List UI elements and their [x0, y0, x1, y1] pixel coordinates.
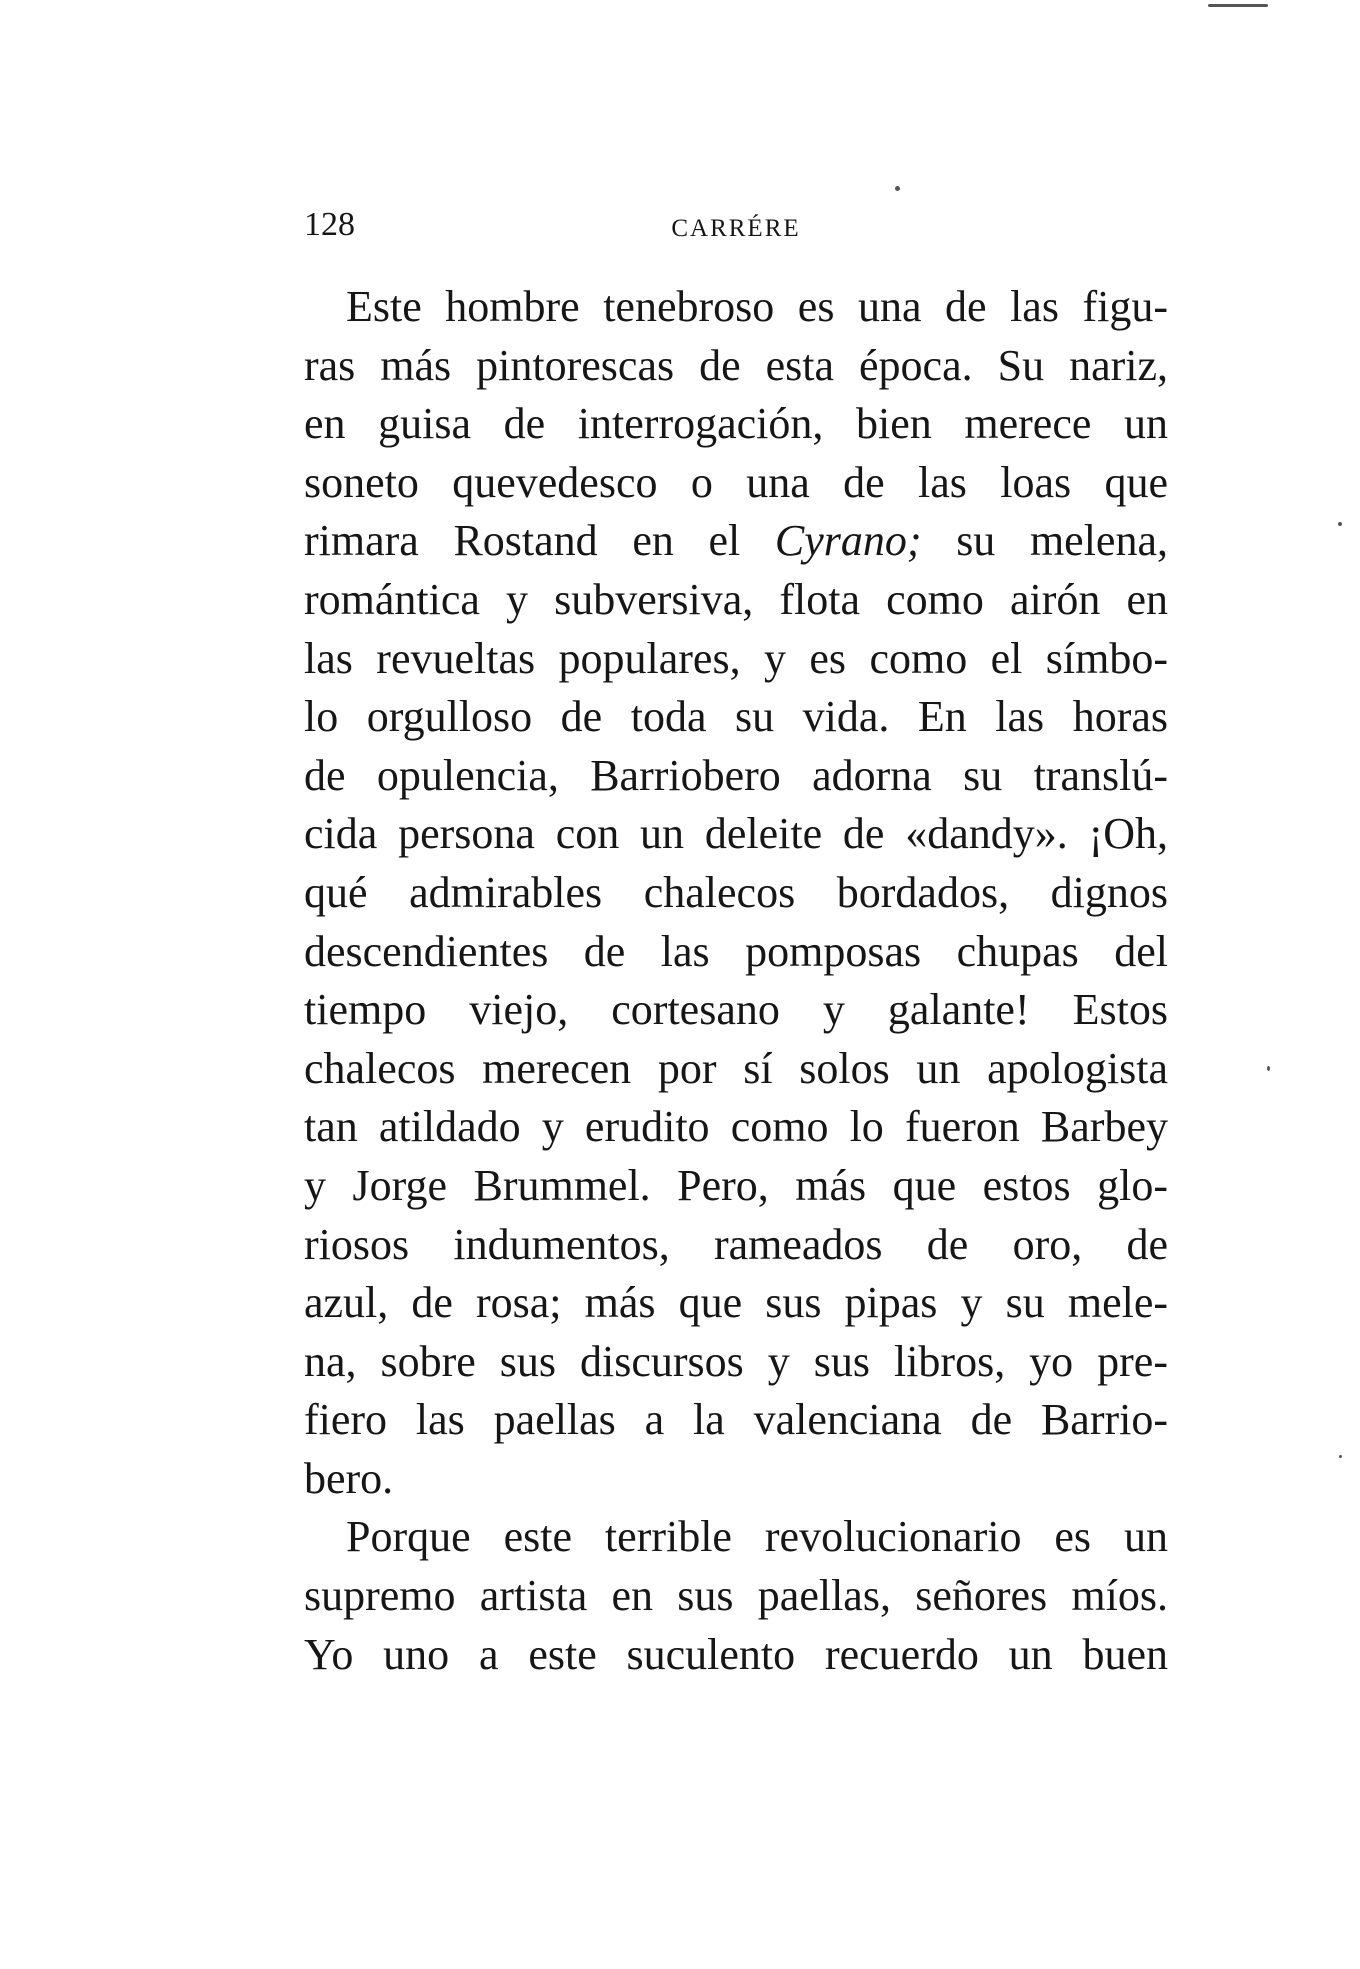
scan-speck [1338, 522, 1342, 526]
italic-title: Cyrano; [774, 516, 922, 566]
text-line: las revueltas populares, y es como el símbo- [304, 633, 1168, 683]
text-line: na, sobre sus discursos y sus libros, yo pre- [304, 1336, 1168, 1386]
text-line: tan atildado y erudito como lo fueron Barbey [304, 1102, 1168, 1152]
text-segment: su melena, [921, 516, 1168, 566]
text-line: de opulencia, Barriobero adorna su translú- [304, 750, 1168, 800]
text-line: Este hombre tenebroso es una de las figu- [346, 282, 1168, 331]
text-segment: rimara Rostand en el [304, 516, 775, 566]
text-line: tiempo viejo, cortesano y galante! Estos [304, 985, 1168, 1035]
page-header [304, 200, 1168, 250]
text-line: bero. [304, 1453, 394, 1503]
text-line: Porque este terrible revolucionario es un [346, 1512, 1168, 1562]
text-line: ras más pintorescas de esta época. Su nariz, [304, 340, 1168, 390]
text-line: qué admirables chalecos bordados, dignos [304, 867, 1168, 917]
scan-speck [895, 186, 900, 191]
text-line: en guisa de interrogación, bien merece un [304, 399, 1168, 449]
text-line: fiero las paellas a la valenciana de Barrio- [304, 1395, 1168, 1445]
text-line: azul, de rosa; más que sus pipas y su mele- [304, 1278, 1168, 1328]
text-line: lo orgulloso de toda su vida. En las horas [304, 692, 1168, 742]
text-line: romántica y subversiva, flota como airón en [304, 574, 1168, 624]
running-head: CARRÉRE [671, 215, 801, 242]
scan-speck [1339, 1455, 1342, 1458]
page-number: 128 [304, 206, 355, 243]
text-line: supremo artista en sus paellas, señores míos. [304, 1571, 1168, 1621]
text-line: Yo uno a este suculento recuerdo un buen [304, 1629, 1168, 1679]
text-line: y Jorge Brummel. Pero, más que estos glo- [304, 1160, 1168, 1210]
text-line: chalecos merecen por sí solos un apologista [304, 1043, 1168, 1093]
text-line: descendientes de las pomposas chupas del [304, 926, 1168, 976]
body-text [304, 278, 1168, 1684]
text-line: riosos indumentos, rameados de oro, de [304, 1219, 1168, 1269]
text-line: soneto quevedesco o una de las loas que [304, 457, 1168, 507]
text-line: cida persona con un deleite de «dandy». ¡Oh, [304, 809, 1168, 859]
text-line [304, 512, 1168, 571]
scan-speck [1208, 4, 1268, 7]
scan-speck [1267, 1066, 1270, 1071]
